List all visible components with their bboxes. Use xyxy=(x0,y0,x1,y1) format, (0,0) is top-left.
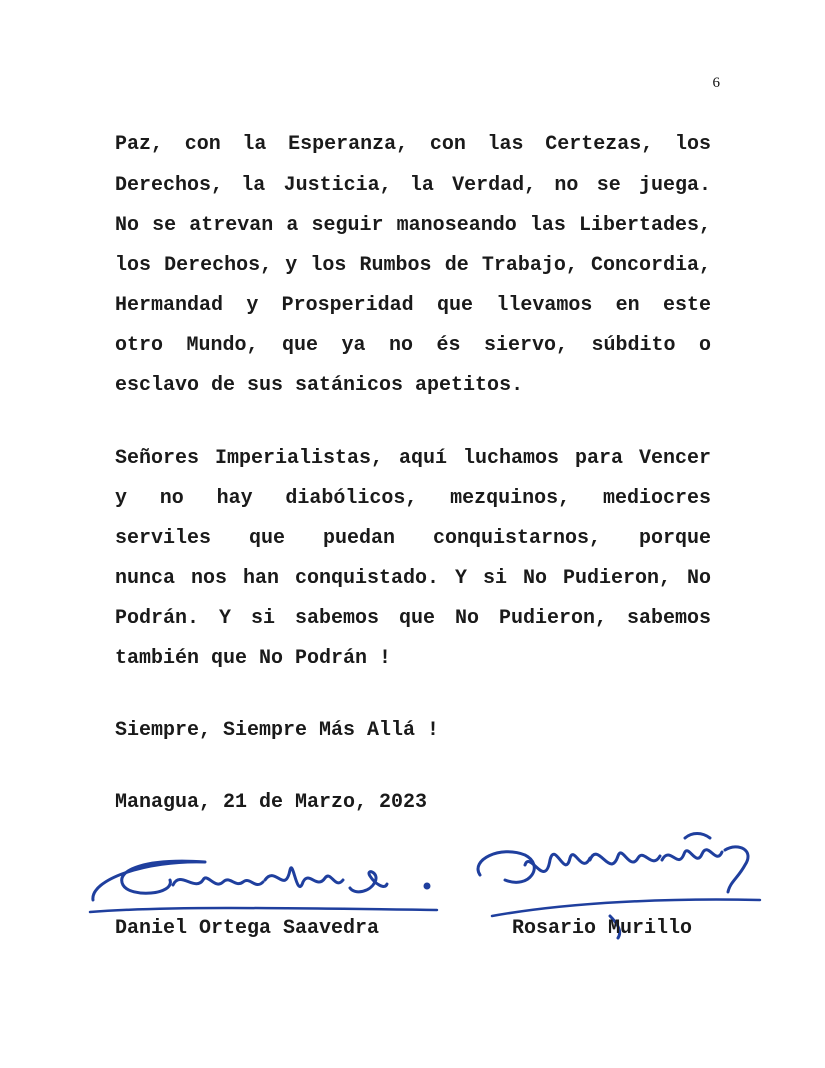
text-line: nunca nos han conquistado. Y si No Pudieron, No xyxy=(115,567,711,590)
place-date: Managua, 21 de Marzo, 2023 xyxy=(115,791,428,814)
text-line: No se atrevan a seguir manoseando las Libertades, xyxy=(115,214,711,237)
closing-line: Siempre, Siempre Más Allá ! xyxy=(115,719,440,742)
text-line: serviles que puedan conquistarnos, porque xyxy=(115,527,711,550)
text-line: Hermandad y Prosperidad que llevamos en este xyxy=(115,294,711,317)
page-number: 6 xyxy=(712,75,720,91)
text-line: otro Mundo, que ya no és siervo, súbdito o xyxy=(115,334,711,357)
text-line: Derechos, la Justicia, la Verdad, no se juega. xyxy=(115,174,711,197)
text-line: los Derechos, y los Rumbos de Trabajo, Concordia, xyxy=(115,254,711,277)
text-line: y no hay diabólicos, mezquinos, mediocres xyxy=(115,487,711,510)
text-line: Podrán. Y si sabemos que No Pudieron, sabemos xyxy=(115,607,711,630)
text-line: esclavo de sus satánicos apetitos. xyxy=(115,374,524,397)
text-line: Paz, con la Esperanza, con las Certezas, los xyxy=(115,133,711,156)
text-line: también que No Podrán ! xyxy=(115,647,392,670)
text-line: Señores Imperialistas, aquí luchamos para Vencer xyxy=(115,447,711,470)
signatory-name-left: Daniel Ortega Saavedra xyxy=(115,917,380,940)
signatory-name-right: Rosario Murillo xyxy=(512,917,693,940)
handwritten-signature-left xyxy=(85,840,445,920)
